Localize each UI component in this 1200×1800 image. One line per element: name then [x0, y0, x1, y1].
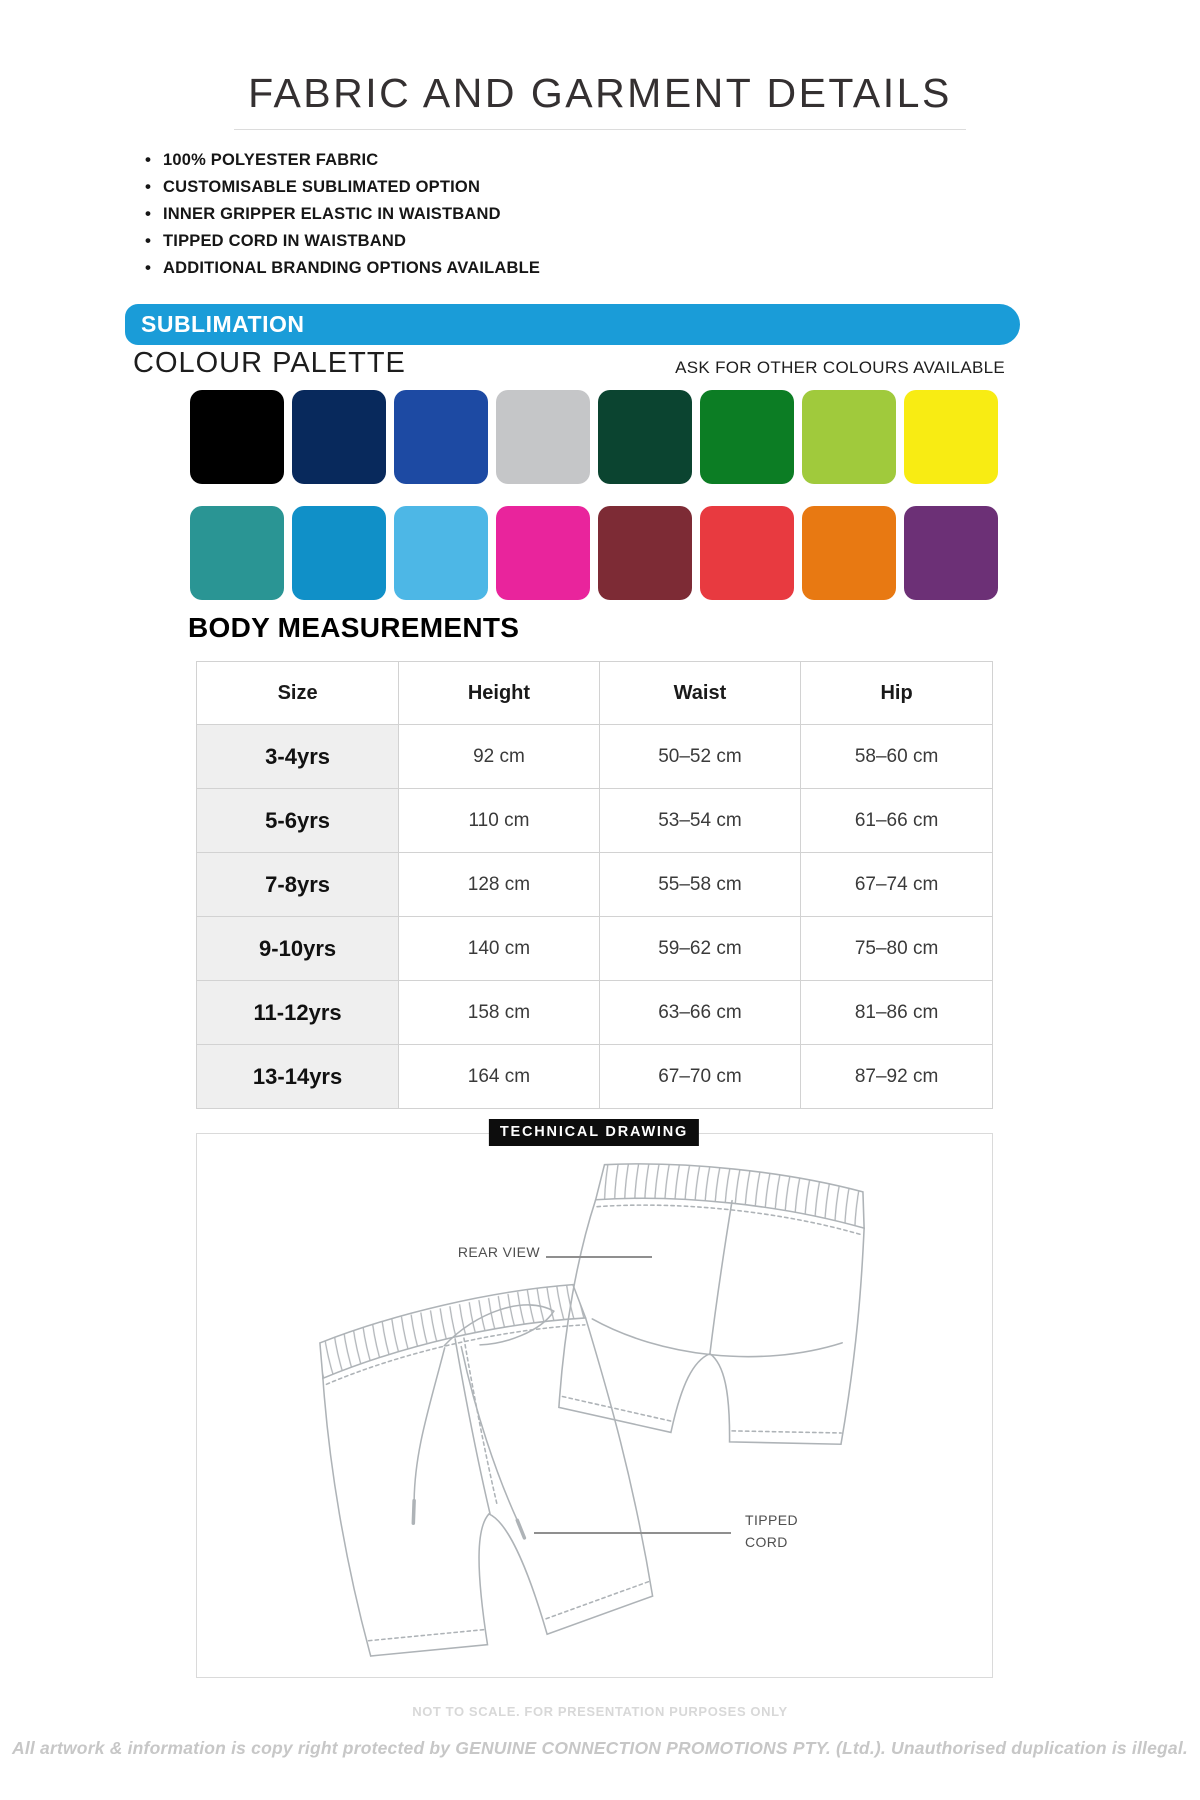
col-header-waist: Waist — [599, 662, 800, 725]
swatch-yellow — [904, 390, 998, 484]
swatch-red — [700, 506, 794, 600]
swatch-maroon — [598, 506, 692, 600]
table-row — [197, 1045, 993, 1109]
size-cell: 13-14yrs — [197, 1045, 399, 1109]
sublimation-banner — [125, 304, 1020, 345]
swatch-silver — [496, 390, 590, 484]
other-colours-note: ASK FOR OTHER COLOURS AVAILABLE — [675, 358, 1005, 377]
table-row — [197, 917, 993, 981]
rear-view-pointer-line — [546, 1256, 652, 1258]
feature-item: • CUSTOMISABLE SUBLIMATED OPTION — [145, 179, 540, 196]
feature-item: • 100% POLYESTER FABRIC — [145, 152, 540, 169]
tipped-cord-label-line1: TIPPED — [745, 1512, 798, 1528]
swatch-process-blue — [292, 506, 386, 600]
height-cell: 110 cm — [399, 789, 600, 853]
technical-drawing-panel — [196, 1133, 993, 1678]
hip-cell: 67–74 cm — [801, 853, 993, 917]
swatch-lime-green — [802, 390, 896, 484]
height-cell: 92 cm — [399, 725, 600, 789]
rear-view-label: REAR VIEW — [457, 1244, 540, 1260]
tipped-cord-label — [745, 1510, 798, 1553]
size-cell: 11-12yrs — [197, 981, 399, 1045]
height-cell: 164 cm — [399, 1045, 600, 1109]
technical-drawing-badge: TECHNICAL DRAWING — [489, 1119, 699, 1146]
col-header-size: Size — [197, 662, 399, 725]
size-cell: 7-8yrs — [197, 853, 399, 917]
swatch-royal-blue — [394, 390, 488, 484]
swatch-magenta — [496, 506, 590, 600]
not-to-scale-note: NOT TO SCALE. FOR PRESENTATION PURPOSES ONLY — [412, 1704, 788, 1719]
size-cell: 5-6yrs — [197, 789, 399, 853]
copyright-notice: All artwork & information is copy right protected by GENUINE CONNECTION PROMOTIONS PTY. (Ltd.). Unauthorised duplication is illegal. — [12, 1738, 1188, 1758]
swatch-navy — [292, 390, 386, 484]
table-row — [197, 853, 993, 917]
swatch-emerald-green — [700, 390, 794, 484]
waist-cell: 63–66 cm — [599, 981, 800, 1045]
swatch-row-2 — [190, 506, 998, 600]
size-cell: 9-10yrs — [197, 917, 399, 981]
col-header-height: Height — [399, 662, 600, 725]
measurements-table — [196, 661, 993, 1109]
feature-item: • TIPPED CORD IN WAISTBAND — [145, 233, 540, 250]
sublimation-banner-label: SUBLIMATION — [141, 311, 305, 337]
tipped-cord-pointer-line — [534, 1532, 731, 1534]
swatch-teal — [190, 506, 284, 600]
waist-cell: 59–62 cm — [599, 917, 800, 981]
table-row — [197, 981, 993, 1045]
table-row — [197, 725, 993, 789]
hip-cell: 87–92 cm — [801, 1045, 993, 1109]
shorts-technical-drawing-svg — [197, 1134, 992, 1677]
feature-item: • ADDITIONAL BRANDING OPTIONS AVAILABLE — [145, 260, 540, 277]
hip-cell: 58–60 cm — [801, 725, 993, 789]
waist-cell: 50–52 cm — [599, 725, 800, 789]
colour-palette-heading: COLOUR PALETTE — [133, 347, 406, 379]
hip-cell: 81–86 cm — [801, 981, 993, 1045]
body-measurements-heading: BODY MEASUREMENTS — [188, 612, 520, 643]
size-cell: 3-4yrs — [197, 725, 399, 789]
table-header-row — [197, 662, 993, 725]
height-cell: 128 cm — [399, 853, 600, 917]
table-row — [197, 789, 993, 853]
feature-item: • INNER GRIPPER ELASTIC IN WAISTBAND — [145, 206, 540, 223]
waist-cell: 55–58 cm — [599, 853, 800, 917]
hip-cell: 75–80 cm — [801, 917, 993, 981]
swatch-row-1 — [190, 390, 998, 484]
waist-cell: 67–70 cm — [599, 1045, 800, 1109]
swatch-bottle-green — [598, 390, 692, 484]
height-cell: 158 cm — [399, 981, 600, 1045]
tipped-cord-label-line2: CORD — [745, 1533, 788, 1550]
swatch-purple — [904, 506, 998, 600]
swatch-sky-blue — [394, 506, 488, 600]
page-title-wrap — [0, 70, 1200, 130]
hip-cell: 61–66 cm — [801, 789, 993, 853]
feature-list — [145, 152, 540, 287]
swatch-orange — [802, 506, 896, 600]
swatch-black — [190, 390, 284, 484]
page-title: FABRIC AND GARMENT DETAILS — [234, 70, 966, 130]
col-header-hip: Hip — [801, 662, 993, 725]
height-cell: 140 cm — [399, 917, 600, 981]
waist-cell: 53–54 cm — [599, 789, 800, 853]
